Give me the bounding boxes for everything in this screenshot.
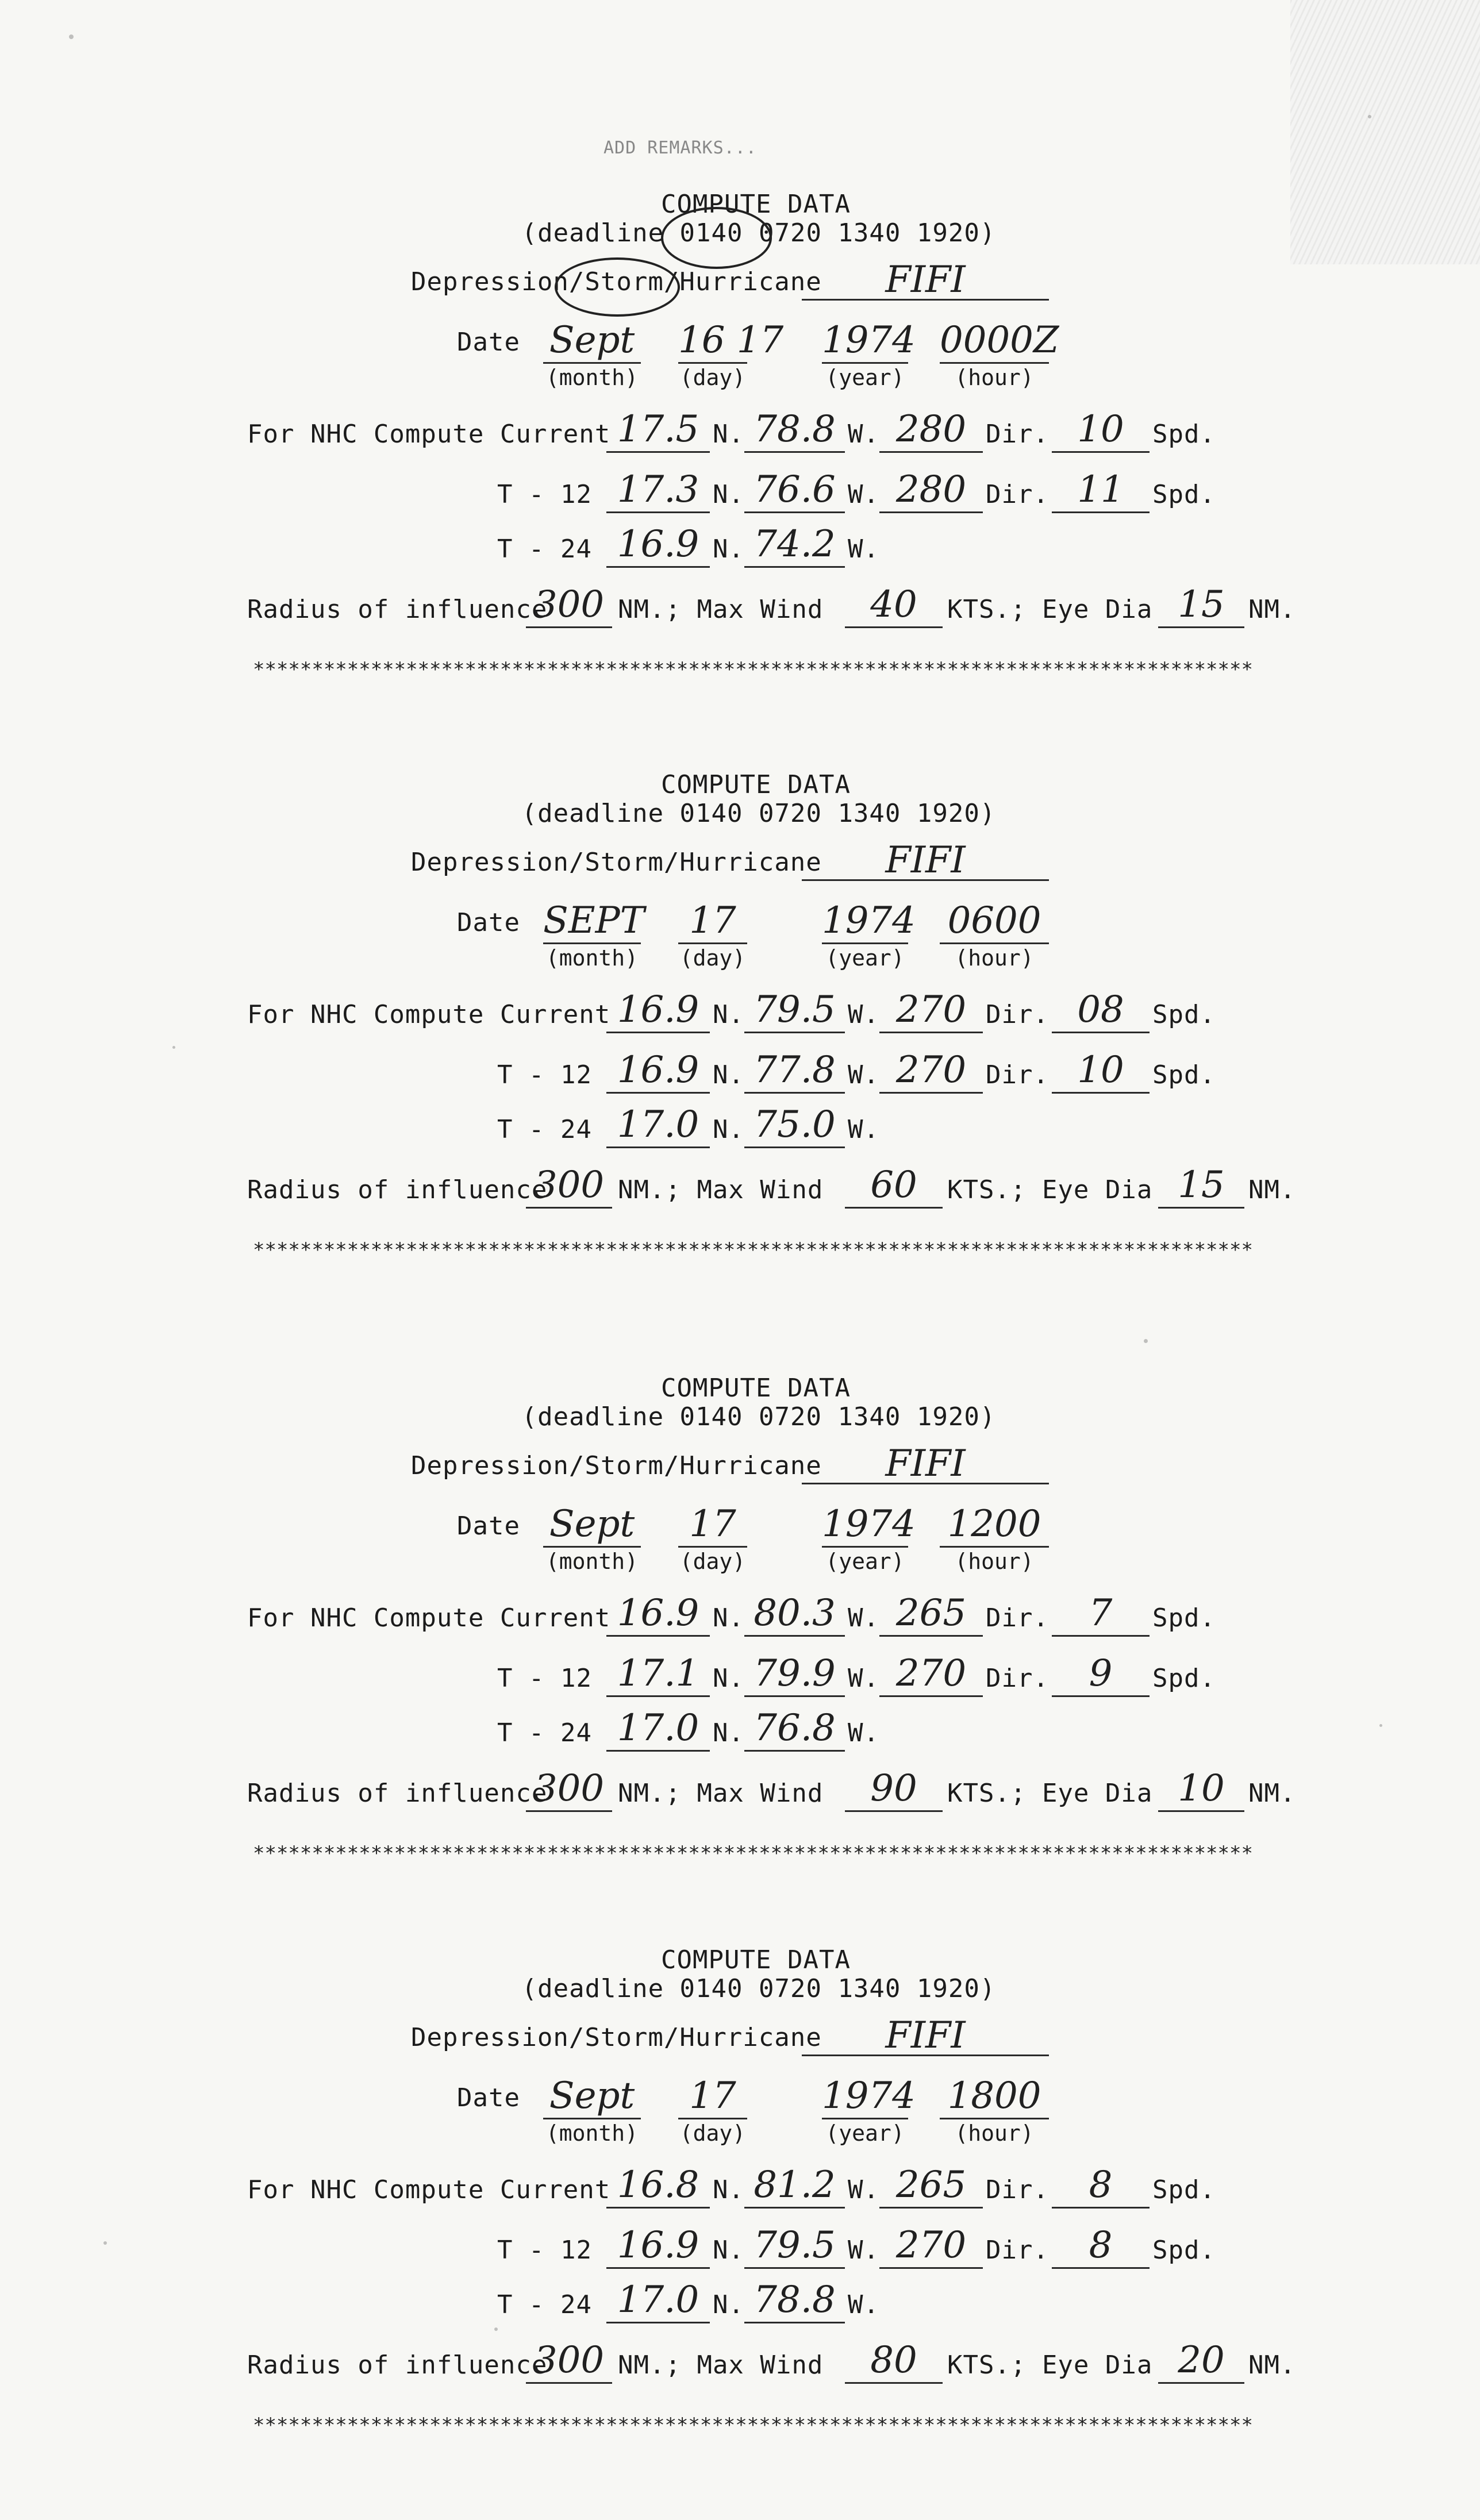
- day-caption: (day): [679, 945, 746, 971]
- n-label: N.: [713, 480, 744, 509]
- t12-spd: 9: [1089, 1652, 1113, 1695]
- cur-dir: 270: [895, 988, 967, 1031]
- date-day: 17: [689, 2075, 736, 2117]
- t12-lon-line: [744, 511, 845, 513]
- cur-spd: 10: [1077, 408, 1124, 451]
- classification-line: Depression/Storm/Hurricane: [411, 267, 822, 297]
- cur-lon: 78.8: [754, 408, 836, 451]
- eye-line: [1158, 1810, 1244, 1812]
- form-title: COMPUTE DATA: [661, 190, 851, 219]
- radius-label: Radius of influence: [247, 595, 548, 624]
- maxwind-value: 40: [870, 583, 917, 626]
- eye-line: [1158, 2382, 1244, 2384]
- radius-value: 300: [533, 1164, 605, 1206]
- t12-spd-line: [1052, 1092, 1150, 1094]
- classification-line: Depression/Storm/Hurricane: [411, 848, 822, 877]
- dir-label: Dir.: [986, 1664, 1049, 1693]
- date-hour: 0000Z: [940, 319, 1059, 361]
- cur-dir-line: [879, 2207, 983, 2209]
- spd-label: Spd.: [1152, 2175, 1216, 2204]
- current-prefix: For NHC Compute Current: [247, 1603, 611, 1633]
- cur-dir-line: [879, 1635, 983, 1637]
- eye-value: 20: [1178, 2339, 1225, 2382]
- form-title: COMPUTE DATA: [661, 1945, 851, 1975]
- t24-lat-line: [606, 1750, 710, 1752]
- month-caption: (month): [545, 945, 639, 971]
- n-label: N.: [713, 2236, 744, 2265]
- cur-lat-line: [606, 2207, 710, 2209]
- scan-speck: [103, 2241, 107, 2245]
- t12-lon-line: [744, 1695, 845, 1697]
- month-line: [543, 362, 641, 364]
- t24-lat: 17.0: [617, 1707, 699, 1749]
- t12-dir: 270: [895, 2224, 967, 2267]
- date-month: Sept: [549, 319, 635, 361]
- day-line: [678, 2118, 747, 2119]
- scan-speck: [69, 34, 74, 39]
- cur-spd-line: [1052, 2207, 1150, 2209]
- form-title: COMPUTE DATA: [661, 770, 851, 799]
- cur-lat-line: [606, 451, 710, 453]
- compute-data-form: [0, 1945, 1480, 2520]
- t12-lat: 16.9: [617, 2224, 699, 2267]
- cur-lat: 16.9: [617, 1592, 699, 1634]
- dir-label: Dir.: [986, 1000, 1049, 1029]
- t24-lat-line: [606, 2322, 710, 2323]
- t12-lon: 79.9: [754, 1652, 836, 1695]
- spd-label: Spd.: [1152, 2236, 1216, 2265]
- cur-dir-line: [879, 1032, 983, 1033]
- t12-lat: 17.3: [617, 468, 699, 511]
- radius-value: 300: [533, 1767, 605, 1810]
- t24-lat-line: [606, 566, 710, 568]
- cur-spd-line: [1052, 451, 1150, 453]
- year-caption: (year): [825, 945, 905, 971]
- cur-dir: 265: [895, 2164, 967, 2206]
- storm-name: FIFI: [885, 2014, 966, 2057]
- n-label: N.: [713, 1000, 744, 1029]
- dir-label: Dir.: [986, 1060, 1049, 1090]
- nm-label: NM.: [1248, 1175, 1296, 1205]
- nm-label: NM.: [1248, 1779, 1296, 1808]
- hour-caption: (hour): [955, 945, 1034, 971]
- w-label: W.: [848, 2175, 879, 2204]
- deadline-line: (deadline 0140 0720 1340 1920): [521, 1974, 996, 2003]
- maxwind-line: [845, 626, 943, 628]
- nm-label: NM.: [1248, 2350, 1296, 2380]
- cur-lon-line: [744, 451, 845, 453]
- classification-line: Depression/Storm/Hurricane: [411, 2023, 822, 2052]
- separator-stars: *************************************************************************************: [253, 658, 1253, 681]
- t12-spd-line: [1052, 511, 1150, 513]
- hour-caption: (hour): [955, 1549, 1034, 1574]
- cur-lat: 17.5: [617, 408, 699, 451]
- t12-lat: 17.1: [617, 1652, 699, 1695]
- year-caption: (year): [825, 365, 905, 390]
- year-line: [822, 942, 908, 944]
- radius-line: [526, 1207, 612, 1209]
- t24-label: T - 24: [497, 534, 592, 564]
- spd-label: Spd.: [1152, 480, 1216, 509]
- scan-speck: [1368, 115, 1371, 118]
- form-title: COMPUTE DATA: [661, 1374, 851, 1403]
- t12-spd-line: [1052, 1695, 1150, 1697]
- maxwind-line: [845, 2382, 943, 2384]
- cur-spd: 7: [1089, 1592, 1113, 1634]
- day-caption: (day): [679, 365, 746, 390]
- t24-lon: 74.2: [754, 523, 836, 565]
- t24-lat: 17.0: [617, 1103, 699, 1146]
- cur-lon-line: [744, 2207, 845, 2209]
- t12-label: T - 12: [497, 1664, 592, 1693]
- date-day: 17: [689, 899, 736, 942]
- t12-dir: 270: [895, 1049, 967, 1091]
- separator-stars: *************************************************************************************: [253, 2414, 1253, 2437]
- date-year: 1974: [822, 1503, 916, 1545]
- spd-label: Spd.: [1152, 1060, 1216, 1090]
- t12-dir-line: [879, 1092, 983, 1094]
- current-prefix: For NHC Compute Current: [247, 1000, 611, 1029]
- n-label: N.: [713, 534, 744, 564]
- scan-speck: [1379, 1724, 1382, 1727]
- radius-line: [526, 1810, 612, 1812]
- w-label: W.: [848, 1115, 879, 1144]
- radius-line: [526, 2382, 612, 2384]
- t24-lon-line: [744, 1750, 845, 1752]
- n-label: N.: [713, 1664, 744, 1693]
- month-line: [543, 2118, 641, 2119]
- w-label: W.: [848, 2290, 879, 2319]
- spd-label: Spd.: [1152, 420, 1216, 449]
- hour-line: [940, 362, 1049, 364]
- cur-lon: 80.3: [754, 1592, 836, 1634]
- cur-lat: 16.9: [617, 988, 699, 1031]
- dir-label: Dir.: [986, 2236, 1049, 2265]
- n-label: N.: [713, 1603, 744, 1633]
- cur-spd: 8: [1089, 2164, 1113, 2206]
- day-caption: (day): [679, 2121, 746, 2146]
- spd-label: Spd.: [1152, 1000, 1216, 1029]
- cur-dir: 265: [895, 1592, 967, 1634]
- maxwind-value: 90: [870, 1767, 917, 1810]
- t12-dir-line: [879, 511, 983, 513]
- compute-data-form: [0, 1374, 1480, 1948]
- eye-value: 15: [1178, 583, 1225, 626]
- t24-lon-line: [744, 566, 845, 568]
- w-label: W.: [848, 1718, 879, 1748]
- n-label: N.: [713, 2290, 744, 2319]
- n-label: N.: [713, 420, 744, 449]
- t12-label: T - 12: [497, 1060, 592, 1090]
- maxwind-label: NM.; Max Wind: [618, 595, 824, 624]
- w-label: W.: [848, 420, 879, 449]
- eye-label: KTS.; Eye Dia: [947, 595, 1153, 624]
- circle-mark: [661, 207, 772, 269]
- date-hour: 1800: [947, 2075, 1041, 2117]
- current-prefix: For NHC Compute Current: [247, 2175, 611, 2204]
- t12-spd: 10: [1077, 1049, 1124, 1091]
- hour-line: [940, 2118, 1049, 2119]
- cur-lat-line: [606, 1635, 710, 1637]
- eye-value: 10: [1178, 1767, 1225, 1810]
- cur-lat-line: [606, 1032, 710, 1033]
- t24-lon: 75.0: [754, 1103, 836, 1146]
- date-year: 1974: [822, 319, 916, 361]
- radius-label: Radius of influence: [247, 1175, 548, 1205]
- scan-speck: [172, 1046, 175, 1049]
- date-label: Date: [457, 908, 520, 937]
- cur-spd: 08: [1077, 988, 1124, 1031]
- radius-line: [526, 626, 612, 628]
- scan-speck: [1144, 1339, 1148, 1343]
- radius-value: 300: [533, 2339, 605, 2382]
- year-line: [822, 2118, 908, 2119]
- date-label: Date: [457, 2083, 520, 2113]
- date-label: Date: [457, 1511, 520, 1541]
- date-month: Sept: [549, 1503, 635, 1545]
- t12-dir-line: [879, 2267, 983, 2269]
- t12-lon-line: [744, 2267, 845, 2269]
- current-prefix: For NHC Compute Current: [247, 420, 611, 449]
- scan-speck: [494, 2327, 498, 2331]
- t12-lat-line: [606, 1695, 710, 1697]
- storm-name: FIFI: [885, 839, 966, 882]
- t12-label: T - 12: [497, 2236, 592, 2265]
- radius-label: Radius of influence: [247, 2350, 548, 2380]
- w-label: W.: [848, 1060, 879, 1090]
- t24-lon: 78.8: [754, 2279, 836, 2321]
- separator-stars: *************************************************************************************: [253, 1238, 1253, 1261]
- month-caption: (month): [545, 365, 639, 390]
- year-line: [822, 362, 908, 364]
- n-label: N.: [713, 1060, 744, 1090]
- hour-caption: (hour): [955, 2121, 1034, 2146]
- cur-lon: 81.2: [754, 2164, 836, 2206]
- eye-value: 15: [1178, 1164, 1225, 1206]
- eye-label: KTS.; Eye Dia: [947, 1779, 1153, 1808]
- t12-lat-line: [606, 2267, 710, 2269]
- date-hour: 0600: [947, 899, 1041, 942]
- eye-label: KTS.; Eye Dia: [947, 2350, 1153, 2380]
- spd-label: Spd.: [1152, 1664, 1216, 1693]
- maxwind-value: 80: [870, 2339, 917, 2382]
- radius-label: Radius of influence: [247, 1779, 548, 1808]
- year-caption: (year): [825, 1549, 905, 1574]
- n-label: N.: [713, 1718, 744, 1748]
- t12-lon: 79.5: [754, 2224, 836, 2267]
- w-label: W.: [848, 2236, 879, 2265]
- radius-value: 300: [533, 583, 605, 626]
- maxwind-line: [845, 1207, 943, 1209]
- day-line: [678, 362, 747, 364]
- compute-data-form: [0, 770, 1480, 1345]
- cur-lon: 79.5: [754, 988, 836, 1031]
- deadline-line: (deadline 0140 0720 1340 1920): [521, 799, 996, 828]
- header-fragment: ADD REMARKS...: [603, 138, 757, 158]
- t24-lon-line: [744, 1146, 845, 1148]
- t24-lon: 76.8: [754, 1707, 836, 1749]
- cur-dir: 280: [895, 408, 967, 451]
- cur-lat: 16.8: [617, 2164, 699, 2206]
- storm-name: FIFI: [885, 259, 966, 301]
- storm-name: FIFI: [885, 1442, 966, 1485]
- t12-label: T - 12: [497, 480, 592, 509]
- compute-data-form: [0, 190, 1480, 764]
- year-caption: (year): [825, 2121, 905, 2146]
- day-caption: (day): [679, 1549, 746, 1574]
- date-year: 1974: [822, 899, 916, 942]
- separator-stars: *************************************************************************************: [253, 1842, 1253, 1865]
- w-label: W.: [848, 1000, 879, 1029]
- date-label: Date: [457, 328, 520, 357]
- hour-caption: (hour): [955, 365, 1034, 390]
- t24-lat-line: [606, 1146, 710, 1148]
- t24-label: T - 24: [497, 1115, 592, 1144]
- cur-spd-line: [1052, 1635, 1150, 1637]
- month-line: [543, 942, 641, 944]
- n-label: N.: [713, 1115, 744, 1144]
- eye-line: [1158, 626, 1244, 628]
- cur-spd-line: [1052, 1032, 1150, 1033]
- eye-line: [1158, 1207, 1244, 1209]
- hour-line: [940, 1546, 1049, 1548]
- t24-lat: 17.0: [617, 2279, 699, 2321]
- t12-dir: 280: [895, 468, 967, 511]
- circle-mark: [555, 257, 680, 317]
- t12-lat-line: [606, 511, 710, 513]
- w-label: W.: [848, 1664, 879, 1693]
- dir-label: Dir.: [986, 420, 1049, 449]
- maxwind-value: 60: [870, 1164, 917, 1206]
- date-month: SEPT: [543, 899, 645, 942]
- dir-label: Dir.: [986, 1603, 1049, 1633]
- day-line: [678, 1546, 747, 1548]
- hour-line: [940, 942, 1049, 944]
- deadline-line: (deadline 0140 0720 1340 1920): [521, 1402, 996, 1432]
- month-line: [543, 1546, 641, 1548]
- classification-line: Depression/Storm/Hurricane: [411, 1451, 822, 1480]
- w-label: W.: [848, 1603, 879, 1633]
- t12-dir-line: [879, 1695, 983, 1697]
- t12-spd-line: [1052, 2267, 1150, 2269]
- maxwind-label: NM.; Max Wind: [618, 1779, 824, 1808]
- n-label: N.: [713, 2175, 744, 2204]
- date-year: 1974: [822, 2075, 916, 2117]
- t12-lat-line: [606, 1092, 710, 1094]
- w-label: W.: [848, 480, 879, 509]
- t12-lon: 77.8: [754, 1049, 836, 1091]
- t12-lon: 76.6: [754, 468, 836, 511]
- t24-lat: 16.9: [617, 523, 699, 565]
- month-caption: (month): [545, 2121, 639, 2146]
- date-day: 17: [689, 1503, 736, 1545]
- date-month: Sept: [549, 2075, 635, 2117]
- date-hour: 1200: [947, 1503, 1041, 1545]
- month-caption: (month): [545, 1549, 639, 1574]
- t24-label: T - 24: [497, 2290, 592, 2319]
- nm-label: NM.: [1248, 595, 1296, 624]
- spd-label: Spd.: [1152, 1603, 1216, 1633]
- t12-lat: 16.9: [617, 1049, 699, 1091]
- t12-lon-line: [744, 1092, 845, 1094]
- t24-label: T - 24: [497, 1718, 592, 1748]
- year-line: [822, 1546, 908, 1548]
- maxwind-line: [845, 1810, 943, 1812]
- w-label: W.: [848, 534, 879, 564]
- eye-label: KTS.; Eye Dia: [947, 1175, 1153, 1205]
- t12-dir: 270: [895, 1652, 967, 1695]
- maxwind-label: NM.; Max Wind: [618, 2350, 824, 2380]
- cur-lon-line: [744, 1635, 845, 1637]
- day-line: [678, 942, 747, 944]
- cur-dir-line: [879, 451, 983, 453]
- dir-label: Dir.: [986, 480, 1049, 509]
- maxwind-label: NM.; Max Wind: [618, 1175, 824, 1205]
- t12-spd: 8: [1089, 2224, 1113, 2267]
- deadline-line: (deadline 0140 0720 1340 1920): [521, 218, 996, 248]
- t12-spd: 11: [1077, 468, 1124, 511]
- t24-lon-line: [744, 2322, 845, 2323]
- date-day: 16 17: [678, 319, 784, 361]
- cur-lon-line: [744, 1032, 845, 1033]
- dir-label: Dir.: [986, 2175, 1049, 2204]
